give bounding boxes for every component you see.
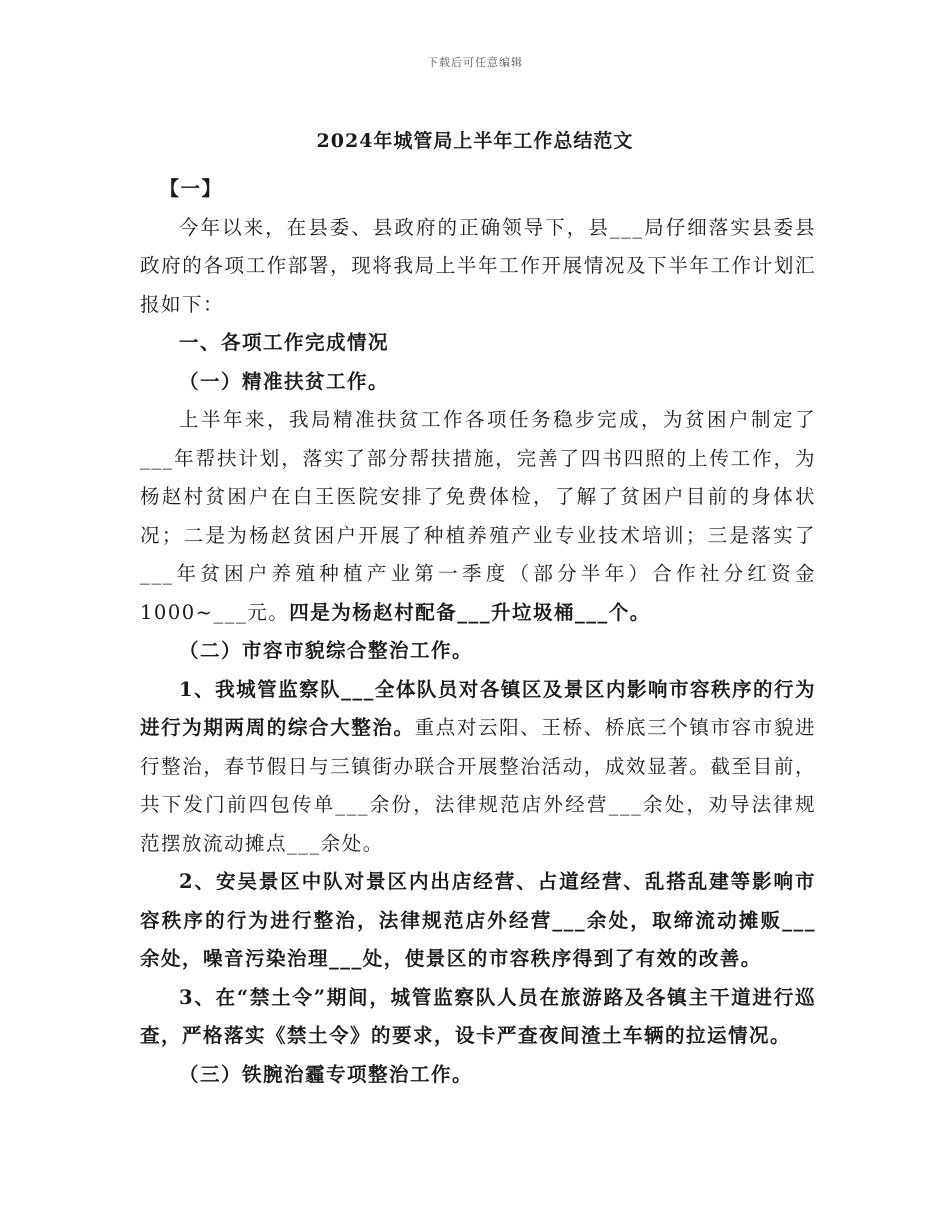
paragraph-poverty	[140, 401, 816, 632]
paragraph-poverty-normal: 上半年来，我局精准扶贫工作各项任务稳步完成，为贫困户制定了___年帮扶计划，落实了部分帮扶措施，完善了四书四照的上传工作，为杨赵村贫困户在白王医院安排了免费体检，了解了贫困户目前的身体状况；二是为杨赵贫困户开展了种植养殖产业专业技术培训；三是落实了___年贫困户养殖种植产业第一季度（部分半年）合作社分红资金1000~___元。	[140, 408, 816, 624]
document-body	[140, 170, 816, 1094]
subheading-poverty: （一）精准扶贫工作。	[179, 369, 390, 393]
paragraph-item-1-normal: 重点对云阳、王桥、桥底三个镇市容市貌进行整治，春节假日与三镇街办联合开展整治活动，成效显著。截至目前，共下发门前四包传单___余份，法律规范店外经营___余处，劝导法律规范摆放流动摊点___余处。	[140, 716, 816, 855]
section-marker: 【一】	[159, 177, 223, 200]
intro-paragraph: 今年以来，在县委、县政府的正确领导下，县___局仔细落实县委县政府的各项工作部署，现将我局上半年工作开展情况及下半年工作计划汇报如下：	[140, 215, 816, 316]
subheading-haze: （三）铁腕治霾专项整治工作。	[179, 1062, 474, 1086]
subheading-city-appearance: （二）市容市貌综合整治工作。	[179, 639, 474, 662]
paragraph-poverty-bold: 四是为杨赵村配备___升垃圾桶___个。	[289, 600, 651, 624]
heading-completion: 一、各项工作完成情况	[179, 331, 390, 354]
paragraph-item-1	[140, 671, 816, 864]
paragraph-item-2: 2、安吴景区中队对景区内出店经营、占道经营、乱搭乱建等影响市容秩序的行为进行整治，法律规范店外经营___余处，取缔流动摊贩___余处，噪音污染治理___处，使景区的市容秩序得到了有效的改善。	[140, 870, 816, 970]
header-note: 下载后可任意编辑	[427, 56, 523, 69]
paragraph-item-3: 3、在“禁土令”期间，城管监察队人员在旅游路及各镇主干道进行巡查，严格落实《禁土令》的要求，设卡严查夜间渣土车辆的拉运情况。	[140, 985, 816, 1047]
document-title: 2024年城管局上半年工作总结范文	[316, 130, 634, 152]
paragraph-item-1-bold: 1、我城管监察队___全体队员对各镇区及景区内影响市容秩序的行为进行为期两周的综合大整治。	[140, 677, 816, 739]
